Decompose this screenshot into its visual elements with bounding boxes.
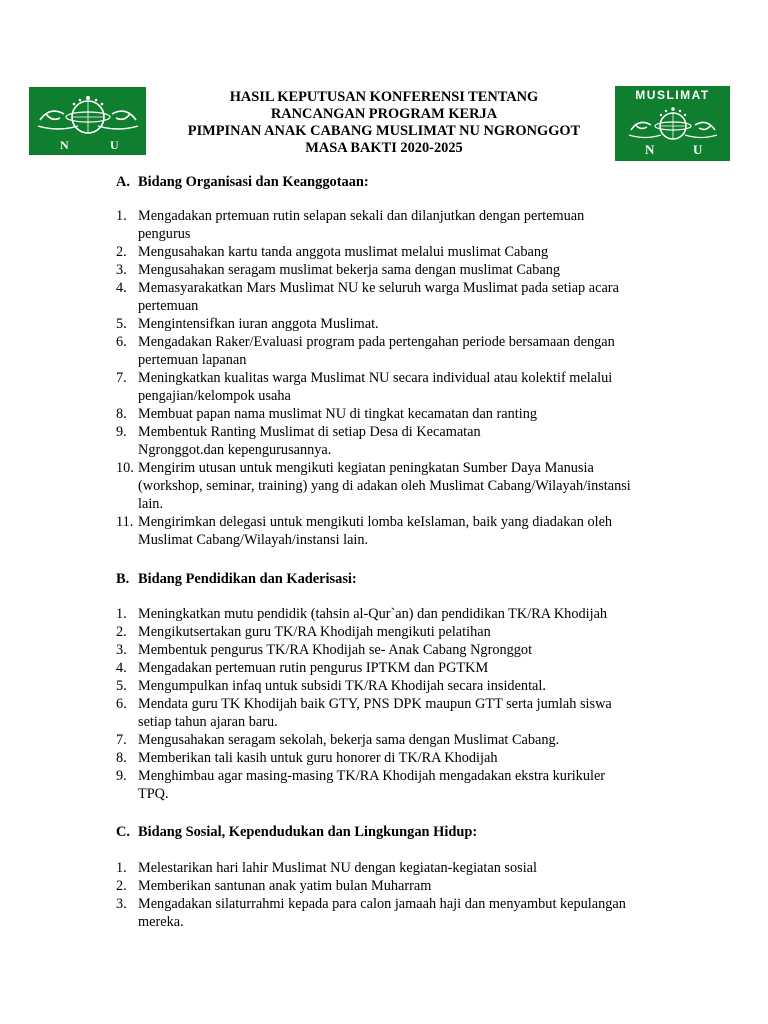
item-text-line: Mengusahakan seragam muslimat bekerja sama dengan muslimat Cabang — [138, 262, 561, 278]
item-text-line: Mengumpulkan infaq untuk subsidi TK/RA Khodijah secara insidental. — [138, 678, 546, 694]
item-text-line: Membentuk pengurus TK/RA Khodijah se- Anak Cabang Ngronggot — [138, 642, 533, 658]
list-item — [116, 605, 676, 623]
logo-right-letter-n: N — [644, 141, 654, 156]
item-text-line: Mendata guru TK Khodijah baik GTY, PNS DPK maupun GTT serta jumlah siswa — [138, 696, 612, 712]
list-item — [116, 369, 676, 405]
list-item — [116, 895, 676, 931]
nu-logo-left — [29, 87, 146, 155]
item-text-line: Meningkatkan mutu pendidik (tahsin al-Qur`an) dan pendidikan TK/RA Khodijah — [138, 606, 608, 622]
item-number: 2. — [116, 878, 127, 894]
muslimat-nu-logo-right — [615, 86, 730, 161]
item-text-line: mereka. — [138, 914, 184, 930]
item-number: 8. — [116, 750, 127, 766]
item-text-line: Mengadakan pertemuan rutin pengurus IPTKM dan PGTKM — [138, 660, 489, 676]
item-text-line: Membuat papan nama muslimat NU di tingkat kecamatan dan ranting — [138, 406, 538, 422]
item-number: 5. — [116, 316, 127, 332]
list-item — [116, 859, 676, 877]
item-text-line: Meningkatkan kualitas warga Muslimat NU secara individual atau kolektif melalui — [138, 370, 613, 386]
item-text-line: Muslimat Cabang/Wilayah/instansi lain. — [138, 532, 369, 548]
item-text-line: Memberikan santunan anak yatim bulan Muharram — [138, 878, 432, 894]
list-item — [116, 749, 676, 767]
list-item — [116, 877, 676, 895]
section-heading-b — [116, 570, 357, 588]
list-item — [116, 695, 676, 731]
list-item — [116, 423, 676, 459]
logo-banner-text: MUSLIMAT — [635, 87, 710, 102]
item-text-line: pengajian/kelompok usaha — [138, 388, 291, 404]
item-text-line: pertemuan lapanan — [138, 352, 247, 368]
item-text-line: Menghimbau agar masing-masing TK/RA Khodijah mengadakan ekstra kurikuler — [138, 768, 606, 784]
nu-emblem-icon — [623, 104, 723, 156]
logo-left-letter-n: N — [59, 138, 69, 152]
item-text-line: Mengintensifkan iuran anggota Muslimat. — [138, 316, 379, 332]
item-number: 6. — [116, 696, 127, 712]
list-item — [116, 207, 676, 243]
nu-emblem-icon — [34, 90, 142, 152]
item-number: 7. — [116, 732, 127, 748]
item-number: 2. — [116, 244, 127, 260]
item-text-line: setiap tahun ajaran baru. — [138, 714, 278, 730]
item-text-line: lain. — [138, 496, 164, 512]
logo-right-letter-u: U — [692, 141, 702, 156]
item-text-line: pertemuan — [138, 298, 199, 314]
title-line: RANCANGAN PROGRAM KERJA — [270, 106, 498, 122]
item-text-line: Melestarikan hari lahir Muslimat NU dengan kegiatan-kegiatan sosial — [138, 860, 538, 876]
list-item — [116, 261, 676, 279]
item-text-line: Memasyarakatkan Mars Muslimat NU ke seluruh warga Muslimat pada setiap acara — [138, 280, 619, 296]
item-number: 2. — [116, 624, 127, 640]
item-text-line: Mengadakan Raker/Evaluasi program pada pertengahan periode bersamaan dengan — [138, 334, 615, 350]
item-number: 6. — [116, 334, 127, 350]
item-text-line: Mengikutsertakan guru TK/RA Khodijah mengikuti pelatihan — [138, 624, 491, 640]
list-item — [116, 333, 676, 369]
section-title: Bidang Organisasi dan Keanggotaan: — [138, 174, 369, 190]
list-item — [116, 623, 676, 641]
item-number: 1. — [116, 208, 127, 224]
document-title — [150, 89, 618, 157]
item-text-line: pengurus — [138, 226, 191, 242]
section-heading-a — [116, 173, 369, 191]
section-letter: A. — [116, 174, 130, 190]
item-text-line: Mengusahakan kartu tanda anggota muslimat melalui muslimat Cabang — [138, 244, 549, 260]
item-number: 4. — [116, 660, 127, 676]
section-title: Bidang Sosial, Kependudukan dan Lingkungan Hidup: — [138, 824, 478, 840]
item-text-line: Mengadakan prtemuan rutin selapan sekali dan dilanjutkan dengan pertemuan — [138, 208, 585, 224]
section-letter: C. — [116, 824, 130, 840]
item-number: 1. — [116, 606, 127, 622]
list-item — [116, 279, 676, 315]
section-c-list — [116, 859, 676, 931]
list-item — [116, 459, 676, 513]
title-line: PIMPINAN ANAK CABANG MUSLIMAT NU NGRONGGOT — [187, 123, 581, 139]
item-number: 8. — [116, 406, 127, 422]
item-text-line: TPQ. — [138, 786, 169, 802]
item-number: 9. — [116, 424, 127, 440]
logo-left-letter-u: U — [109, 138, 119, 152]
list-item — [116, 513, 676, 549]
item-number: 5. — [116, 678, 127, 694]
section-b-list — [116, 605, 676, 803]
item-number: 3. — [116, 642, 127, 658]
item-number: 1. — [116, 860, 127, 876]
section-a-list — [116, 207, 676, 549]
item-text-line: Memberikan tali kasih untuk guru honorer di TK/RA Khodijah — [138, 750, 498, 766]
list-item — [116, 677, 676, 695]
list-item — [116, 243, 676, 261]
list-item — [116, 641, 676, 659]
item-number: 10. — [116, 460, 134, 476]
item-number: 9. — [116, 768, 127, 784]
list-item — [116, 315, 676, 333]
item-text-line: Ngronggot.dan kepengurusannya. — [138, 442, 332, 458]
item-text-line: Mengirimkan delegasi untuk mengikuti lomba keIslaman, baik yang diadakan oleh — [138, 514, 613, 530]
list-item — [116, 659, 676, 677]
title-line: MASA BAKTI 2020-2025 — [305, 140, 463, 156]
title-line: HASIL KEPUTUSAN KONFERENSI TENTANG — [229, 89, 539, 105]
list-item — [116, 767, 676, 803]
section-heading-c — [116, 823, 477, 841]
list-item — [116, 405, 676, 423]
item-text-line: Membentuk Ranting Muslimat di setiap Desa di Kecamatan — [138, 424, 481, 440]
item-number: 3. — [116, 262, 127, 278]
section-letter: B. — [116, 571, 130, 587]
item-number: 4. — [116, 280, 127, 296]
item-text-line: Mengirim utusan untuk mengikuti kegiatan peningkatan Sumber Daya Manusia — [138, 460, 594, 476]
section-title: Bidang Pendidikan dan Kaderisasi: — [138, 571, 357, 587]
item-text-line: Mengusahakan seragam sekolah, bekerja sama dengan Muslimat Cabang. — [138, 732, 560, 748]
item-number: 3. — [116, 896, 127, 912]
list-item — [116, 731, 676, 749]
item-number: 11. — [116, 514, 134, 530]
item-text-line: Mengadakan silaturrahmi kepada para calon jamaah haji dan menyambut kepulangan — [138, 896, 626, 912]
item-number: 7. — [116, 370, 127, 386]
item-text-line: (workshop, seminar, training) yang di adakan oleh Muslimat Cabang/Wilayah/instansi — [138, 478, 631, 494]
